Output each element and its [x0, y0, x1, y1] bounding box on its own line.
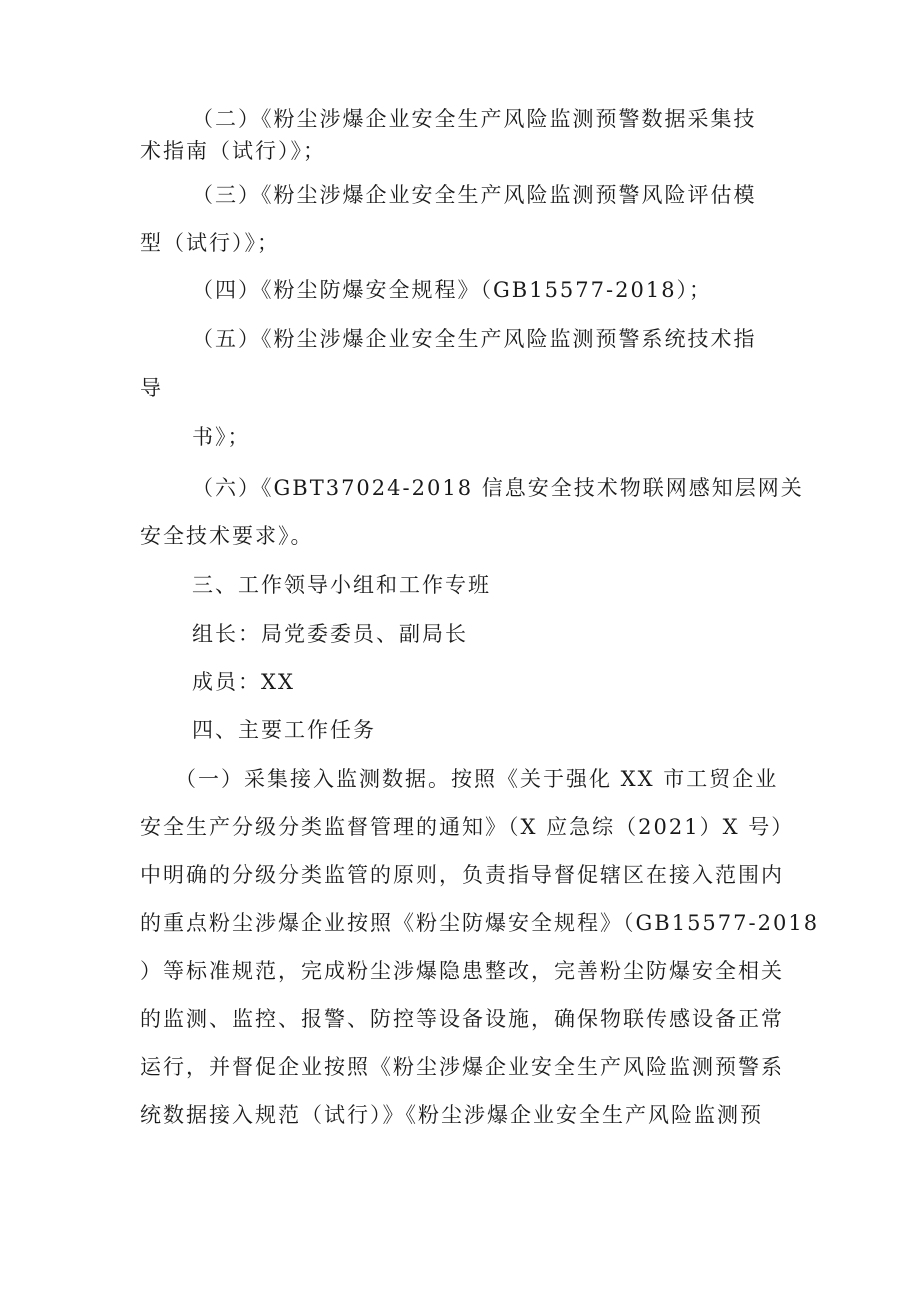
- paragraph-line: （一）采集接入监测数据。按照《关于强化 XX 市工贸企业: [175, 767, 779, 791]
- paragraph-line: 成员：XX: [192, 670, 295, 694]
- paragraph-line: （三）《粉尘涉爆企业安全生产风险监测预警风险评估模: [192, 183, 757, 207]
- paragraph-line: 型（试行）》；: [140, 231, 280, 255]
- paragraph-line: 的重点粉尘涉爆企业按照《粉尘防爆安全规程》（GB15577-2018: [140, 911, 820, 935]
- paragraph-line: 统数据接入规范（试行）》《粉尘涉爆企业安全生产风险监测预: [140, 1103, 763, 1127]
- paragraph-line: ）等标准规范，完成粉尘涉爆隐患整改，完善粉尘防爆安全相关: [140, 959, 784, 983]
- paragraph-line: 安全生产分级分类监督管理的通知》（X 应急综（2021）X 号）: [140, 815, 795, 839]
- paragraph-line: （二）《粉尘涉爆企业安全生产风险监测预警数据采集技: [192, 107, 757, 131]
- paragraph-line: 组长：局党委委员、副局长: [192, 622, 468, 646]
- paragraph-line: （六）《GBT37024-2018 信息安全技术物联网感知层网关: [192, 476, 804, 500]
- paragraph-line: 运行，并督促企业按照《粉尘涉爆企业安全生产风险监测预警系: [140, 1055, 784, 1079]
- paragraph-line: 的监测、监控、报警、防控等设备设施，确保物联传感设备正常: [140, 1007, 784, 1031]
- section-heading: 四、主要工作任务: [192, 718, 376, 742]
- paragraph-line: 术指南（试行）》；: [140, 139, 326, 163]
- paragraph-line: 中明确的分级分类监管的原则，负责指导督促辖区在接入范围内: [140, 863, 784, 887]
- paragraph-line: 导: [140, 376, 163, 400]
- paragraph-line: 安全技术要求》。: [140, 524, 314, 548]
- paragraph-line: 书》；: [192, 425, 251, 449]
- paragraph-line: （四）《粉尘防爆安全规程》（GB15577-2018）；: [192, 278, 713, 302]
- paragraph-line: （五）《粉尘涉爆企业安全生产风险监测预警系统技术指: [192, 327, 757, 351]
- section-heading: 三、工作领导小组和工作专班: [192, 573, 491, 597]
